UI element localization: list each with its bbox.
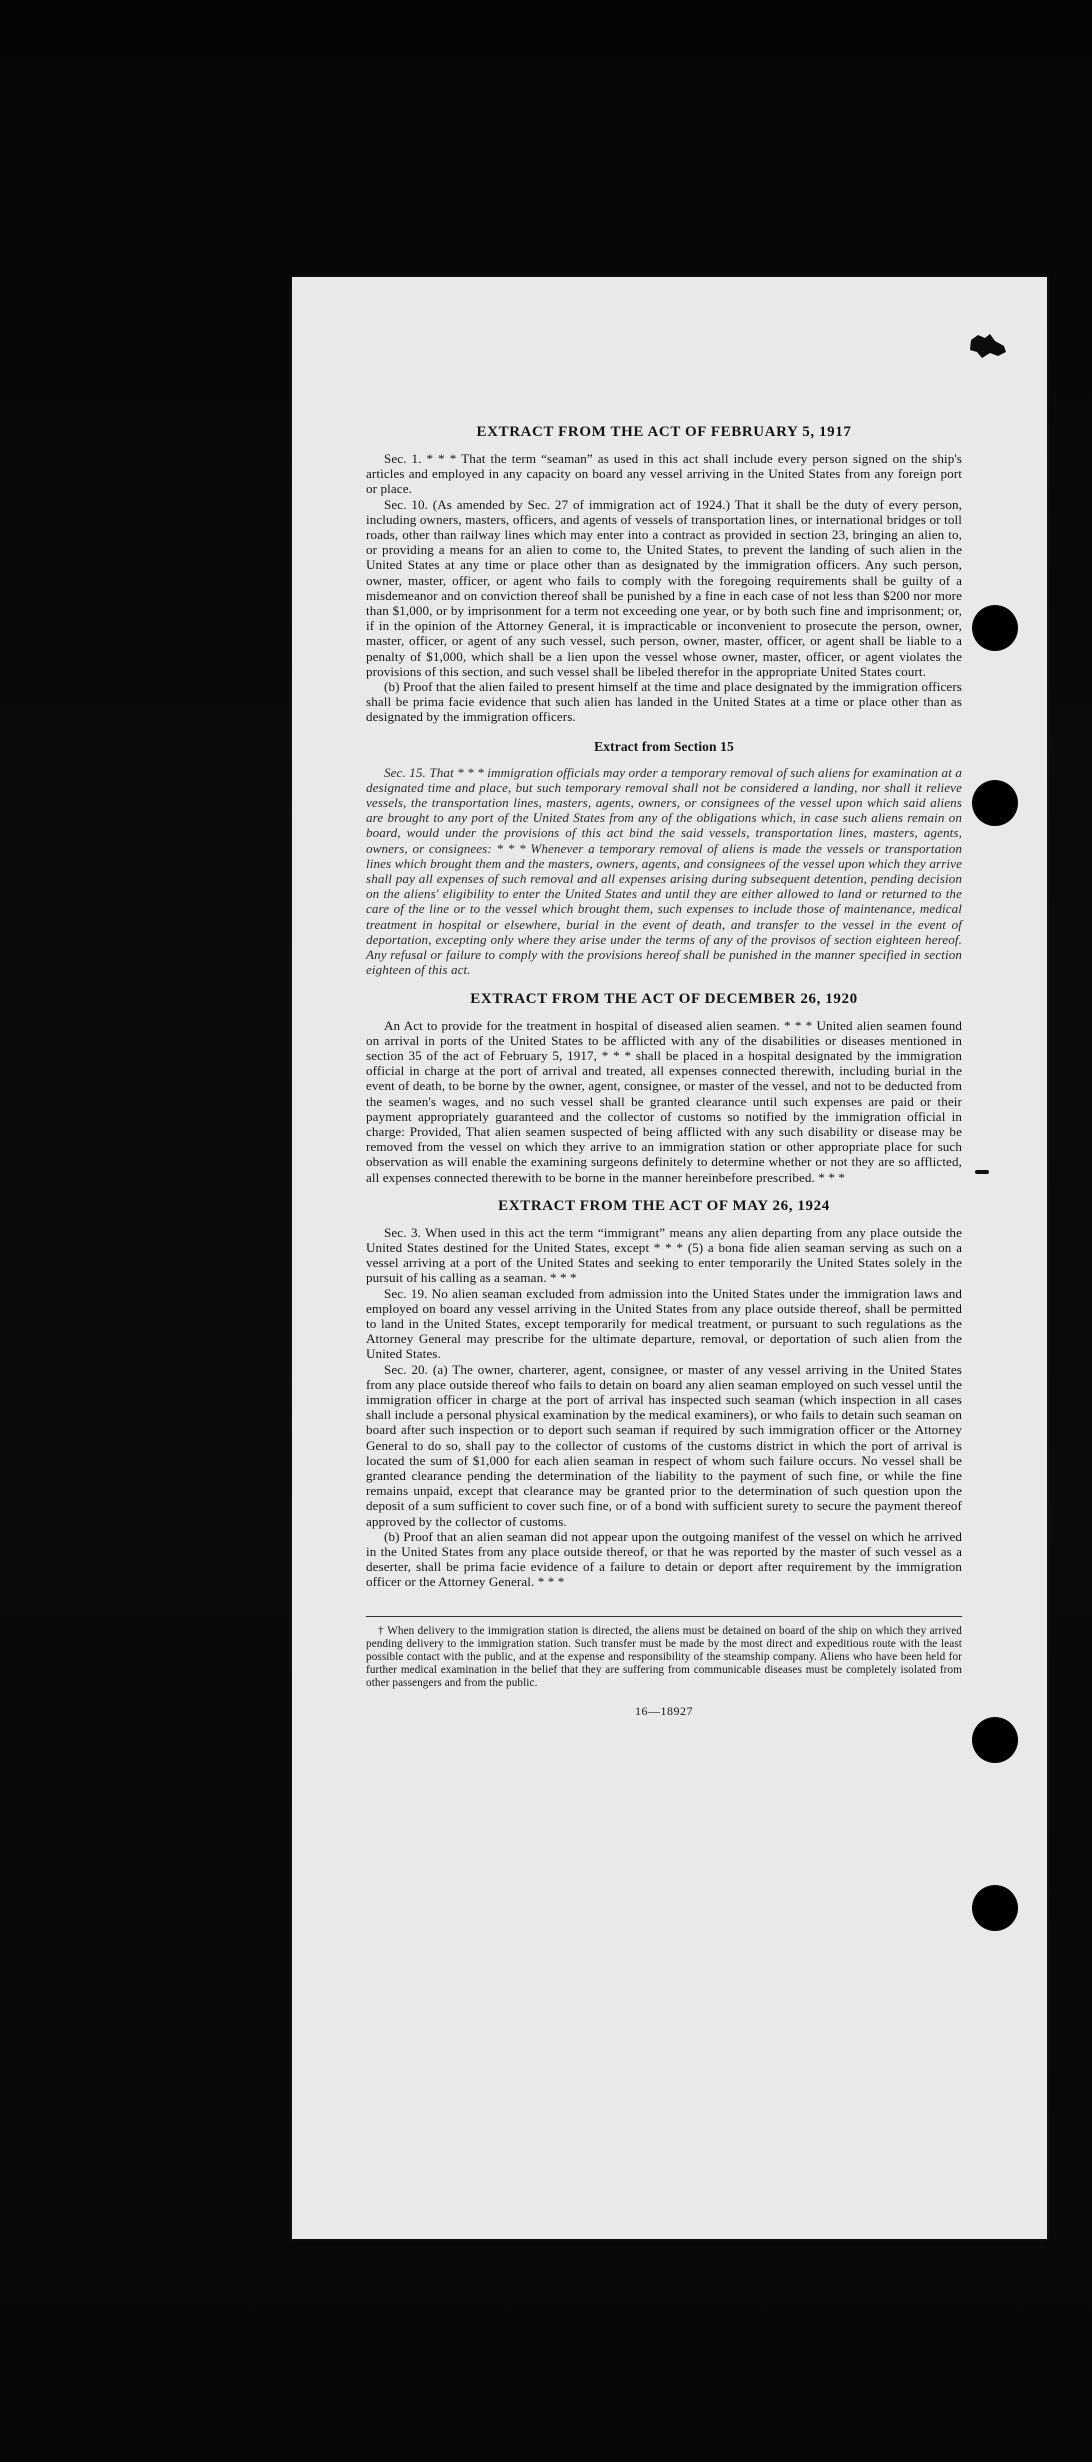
paragraph-sec1: Sec. 1. * * * That the term “seaman” as used in this act shall include every person signed on the ship's articles and employed in any capacity on board any vessel arriving in the United States from any foreign port or place.: [366, 451, 962, 497]
paragraph-sec3: Sec. 3. When used in this act the term “immigrant” means any alien departing from any place outside the United States destined for the United States, except * * * (5) a bona fide alien seaman serving as such on a vessel arriving at a port of the United States and seeking to enter temporarily the United States solely in the pursuit of his calling as a seaman. * * *: [366, 1224, 962, 1286]
punch-hole: [972, 780, 1018, 826]
ink-blot-icon: [968, 332, 1008, 360]
footnote: † When delivery to the immigration station is directed, the aliens must be detained on board of the ship on which they arrived pending delivery to the immigration station. Such transfer must be made by the most direct and expeditious route with the least possible contact with the public, and at the expense and responsibility of the steamship company. Aliens who have been held for further medical examination in the belief that they are suffering from communicable diseases must be completely isolated from other passengers and from the public.: [366, 1624, 962, 1689]
paragraph-sec15: Sec. 15. That * * * immigration officials may order a temporary removal of such aliens for examination at a designated time and place, but such temporary removal shall not be considered a landing, nor shall it relieve vessels, the transportation lines, masters, agents, owners, or consignees of the vessel upon which said aliens are brought to any port of the United States from any of the obligations which, in case such aliens remain on board, would under the provisions of this act bind the said vessels, transportation lines, masters, agents, owners, or consignees: * * * Whenever a temporary removal of aliens is made the vessels or transportation lines which brought them and the masters, owners, agents, and consignees of the vessel upon which they arrive shall pay all expenses of such removal and all expenses arising during subsequent detention, pending decision on the aliens' eligibility to enter the United States and until they are either allowed to land or returned to the care of the line or to the vessel which brought them, such expenses to include those of maintenance, medical treatment in hospital or elsewhere, burial in the event of death, and transfer to the vessel in the event of deportation, excepting only where they arise under the terms of any of the provisos of section eighteen hereof. Any refusal or failure to comply with the provisions hereof shall be punished in the manner specified in section eighteen of this act.: [366, 764, 962, 978]
paragraph-sec10b: (b) Proof that the alien failed to present himself at the time and place designated by the immigration officers shall be prima facie evidence that such alien has landed in the United States at a time or place other than as designated by the immigration officers.: [366, 679, 962, 725]
punch-hole: [972, 1717, 1018, 1763]
margin-mark: [975, 1170, 989, 1174]
section-heading-1920: EXTRACT FROM THE ACT OF DECEMBER 26, 1920: [470, 990, 858, 1007]
section-heading-section15: Extract from Section 15: [594, 738, 734, 754]
document-text: [366, 423, 962, 1719]
document-page: [292, 277, 1047, 2239]
paragraph-sec10: Sec. 10. (As amended by Sec. 27 of immigration act of 1924.) That it shall be the duty of every person, including owners, masters, officers, and agents of vessels of transportation lines, or international bridges or toll roads, other than railway lines which may enter into a contract as provided in section 23, bringing an alien to, or providing a means for an alien to come to, the United States, to prevent the landing of such alien in the United States at any time or place other than as designated by the immigration officers. Any such person, owner, master, officer, or agent who fails to comply with the foregoing requirements shall be guilty of a misdemeanor and on conviction thereof shall be punished by a fine in each case of not less than $200 nor more than $1,000, or by imprisonment for a term not exceeding one year, or by both such fine and imprisonment; or, if in the opinion of the Attorney General, it is impracticable or inconvenient to prosecute the person, owner, master, officer, or agent of any such vessel, such person, owner, master, officer, or agent shall be liable to a penalty of $1,000, which shall be a lien upon the vessel whose owner, master, officer, or agent violates the provisions of this section, and such vessel shall be libeled therefor in the appropriate United States court.: [366, 496, 962, 679]
section-heading-1917: EXTRACT FROM THE ACT OF FEBRUARY 5, 1917: [476, 424, 852, 440]
paragraph-sec20b: (b) Proof that an alien seaman did not appear upon the outgoing manifest of the vessel on which he arrived in the United States from any place outside thereof, or that he was reported by the master of such vessel as a deserter, shall be prima facie evidence of a failure to detain or deport after requirement by the immigration officer or the Attorney General. * * *: [366, 1528, 962, 1590]
punch-hole: [972, 605, 1018, 651]
paragraph-sec20a: Sec. 20. (a) The owner, charterer, agent, consignee, or master of any vessel arriving in the United States from any place outside thereof who fails to detain on board any alien seaman employed on such vessel until the immigration officer in charge at the port of arrival has inspected such seaman (which inspection in all cases shall include a personal physical examination by the medical examiners), or who fails to detain such seaman on board after such inspection or to deport such seaman if required by such immigration officer or the Attorney General to do so, shall pay to the collector of customs of the customs district in which the port of arrival is located the sum of $1,000 for each alien seaman in respect of whom such failure occurs. No vessel shall be granted clearance pending the determination of the liability to the payment of such fine, or while the fine remains unpaid, except that clearance may be granted prior to the determination of such question upon the deposit of a sum sufficient to cover such fine, or of a bond with sufficient surety to secure the payment thereof approved by the collector of customs.: [366, 1361, 962, 1529]
form-number: 16—18927: [635, 1703, 693, 1718]
paragraph-sec19: Sec. 19. No alien seaman excluded from admission into the United States under the immigration laws and employed on board any vessel arriving in the United States from any place outside thereof, shall be permitted to land in the United States, except temporarily for medical treatment, or pursuant to such regulations as the Attorney General may prescribe for the ultimate departure, removal, or deportation of such alien from the United States.: [366, 1285, 962, 1362]
section-heading-1924: EXTRACT FROM THE ACT OF MAY 26, 1924: [498, 1197, 830, 1214]
paragraph-1920-act: An Act to provide for the treatment in hospital of diseased alien seamen. * * * United alien seamen found on arrival in ports of the United States to be afflicted with any of the disabilities or diseases mentioned in section 35 of the act of February 5, 1917, * * * shall be placed in a hospital designated by the immigration official in charge at the port of arrival and treated, all expenses connected therewith, including burial in the event of death, to be borne by the owner, agent, consignee, or master of the vessel, and not to be deducted from the seamen's wages, and no such vessel shall be granted clearance until such expenses are paid or their payment appropriately guaranteed and the collector of customs so notified by the immigration official in charge: Provided, That alien seamen suspected of being afflicted with any such disability or disease may be removed from the vessel on which they arrive to an immigration station or other appropriate place for such observation as will enable the examining surgeons definitely to determine whether or not they are so afflicted, all expenses connected therewith to be borne in the manner hereinbefore prescribed. * * *: [366, 1017, 962, 1185]
section15-block: [366, 765, 962, 978]
footnote-divider: [366, 1616, 962, 1617]
punch-hole: [972, 1885, 1018, 1931]
